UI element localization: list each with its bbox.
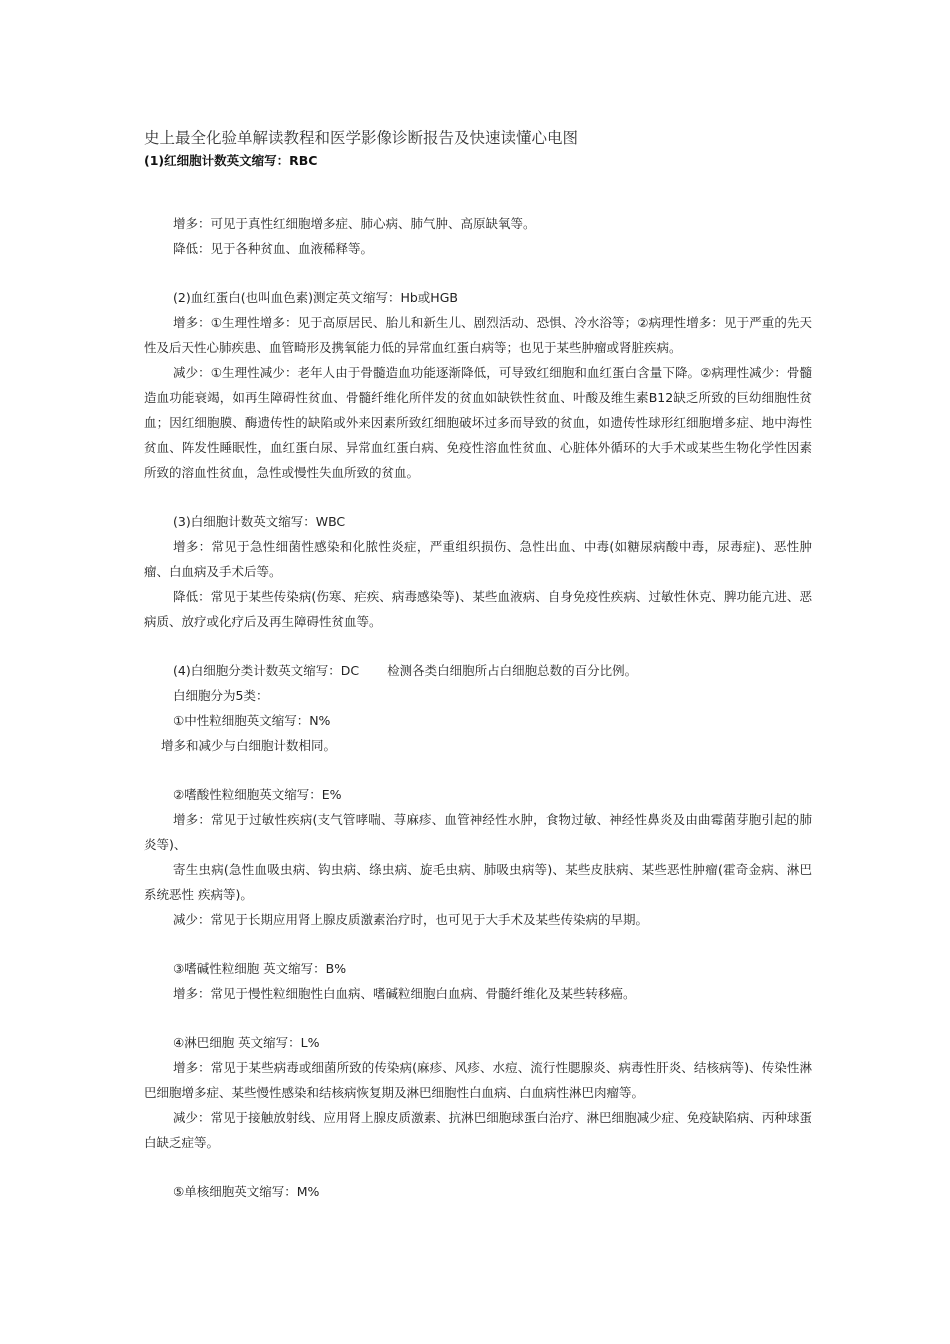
lymphocyte-heading: ④淋巴细胞 英文缩写：L% [173,1035,320,1050]
dc-types-text: 白细胞分为5类： [173,688,269,703]
rbc-decrease-text: 降低：见于各种贫血、血液稀释等。 [173,241,374,256]
spacer [144,1006,812,1030]
eosinophil-heading: ②嗜酸性粒细胞英文缩写：E% [173,787,342,802]
wbc-heading: (3)白细胞计数英文缩写：WBC [173,514,346,529]
document-content [144,127,812,1204]
spacer [144,485,812,509]
document-title: 史上最全化验单解读教程和医学影像诊断报告及快速读懂心电图 [144,129,579,147]
hb-decrease-text: 减少：①生理性减少：老年人由于骨髓造血功能逐渐降低，可导致红细胞和血红蛋白含量下降。②病理性减少：骨髓造血功能衰竭，如再生障碍性贫血、骨髓纤维化所伴发的贫血如缺铁性贫血、叶酸及维生素B12缺乏所致的巨幼细胞性贫血；因红细胞膜、酶遗传性的缺陷或外来因素所致红细胞破坏过多而导致的贫血，如遗传性球形红细胞增多症、地中海性贫血、阵发性睡眠性，血红蛋白尿、异常血红蛋白病、免疫性溶血性贫血、心脏体外循环的大手术或某些生物化学性因素所致的溶血性贫血，急性或慢性失血所致的贫血。 [144,365,812,480]
hb-heading: (2)血红蛋白(也叫血色素)测定英文缩写：Hb或HGB [173,290,458,305]
basophil-heading: ③嗜碱性粒细胞 英文缩写：B% [173,961,347,976]
spacer [144,261,812,285]
dc-description: 检测各类白细胞所占白细胞总数的百分比例。 [387,663,638,678]
eosinophil-decrease-text: 减少：常见于长期应用肾上腺皮质激素治疗时，也可见于大手术及某些传染病的早期。 [173,912,649,927]
wbc-increase-text: 增多：常见于急性细菌性感染和化脓性炎症，严重组织损伤、急性出血、中毒(如糖尿病酸中毒，尿毒症)、恶性肿瘤、白血病及手术后等。 [144,539,812,579]
neutrophil-note: 增多和减少与白细胞计数相同。 [161,738,337,753]
neutrophil-heading: ①中性粒细胞英文缩写：N% [173,713,331,728]
spacer [144,634,812,658]
spacer [144,171,812,211]
basophil-increase-text: 增多：常见于慢性粒细胞性白血病、嗜碱粒细胞白血病、骨髓纤维化及某些转移癌。 [173,986,636,1001]
rbc-increase-text: 增多：可见于真性红细胞增多症、肺心病、肺气肿、高原缺氧等。 [173,216,536,231]
eosinophil-parasite-text: 寄生虫病(急性血吸虫病、钩虫病、绦虫病、旋毛虫病、肺吸虫病等)、某些皮肤病、某些恶性肿瘤(霍奇金病、淋巴系统恶性 疾病等)。 [144,862,812,902]
lymphocyte-decrease-text: 减少：常见于接触放射线、应用肾上腺皮质激素、抗淋巴细胞球蛋白治疗、淋巴细胞减少症、免疫缺陷病、丙种球蛋白缺乏症等。 [144,1110,812,1150]
wbc-decrease-text: 降低：常见于某些传染病(伤寒、疟疾、病毒感染等)、某些血液病、自身免疫性疾病、过敏性休克、脾功能亢进、恶病质、放疗或化疗后及再生障碍性贫血等。 [144,589,812,629]
spacer [144,932,812,956]
spacer [144,758,812,782]
monocyte-heading: ⑤单核细胞英文缩写：M% [173,1184,320,1199]
rbc-heading: (1)红细胞计数英文缩写：RBC [144,153,318,168]
eosinophil-increase-text: 增多：常见于过敏性疾病(支气管哮喘、荨麻疹、血管神经性水肿，食物过敏、神经性鼻炎及由曲霉菌芽胞引起的肺炎等)、 [144,812,812,852]
dc-heading-line [144,658,812,683]
lymphocyte-increase-text: 增多：常见于某些病毒或细菌所致的传染病(麻疹、风疹、水痘、流行性腮腺炎、病毒性肝炎、结核病等)、传染性淋巴细胞增多症、某些慢性感染和结核病恢复期及淋巴细胞性白血病、白血病性淋巴肉瘤等。 [144,1060,812,1100]
hb-increase-text: 增多：①生理性增多：见于高原居民、胎儿和新生儿、剧烈活动、恐惧、冷水浴等；②病理性增多：见于严重的先天性及后天性心肺疾患、血管畸形及携氧能力低的异常血红蛋白病等；也见于某些肿瘤或肾脏疾病。 [144,315,812,355]
spacer [144,1155,812,1179]
dc-heading: (4)白细胞分类计数英文缩写：DC [173,663,360,678]
